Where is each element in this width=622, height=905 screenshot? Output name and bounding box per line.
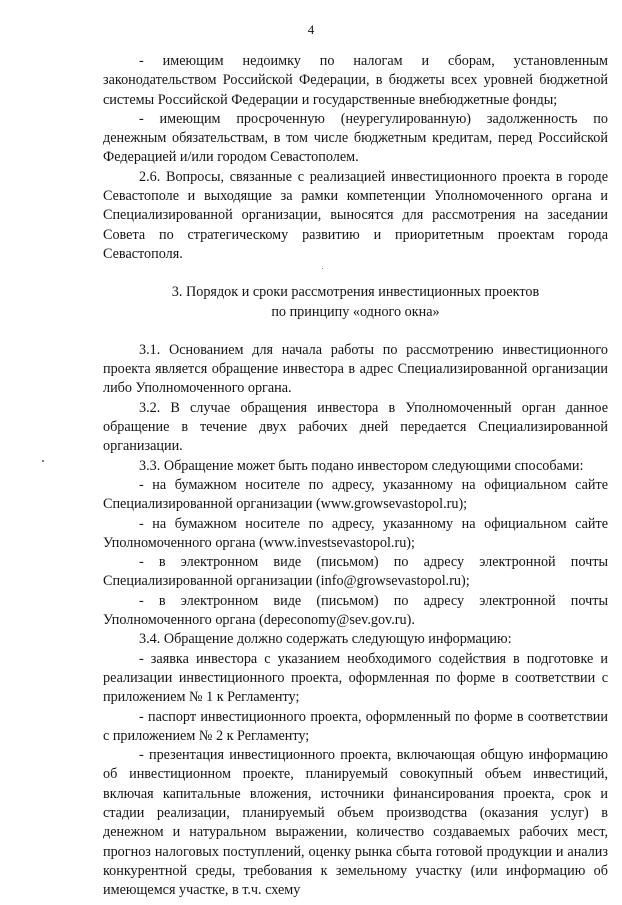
paragraph-tax-arrears: - имеющим недоимку по налогам и сборам, установленным законодательством Российской Федерации, в бюджеты всех уровней бюджетной системы Российской Федерации и государственные внебюджетные фонды; — [103, 53, 608, 108]
list-item-passport: - паспорт инвестиционного проекта, оформленный по форме в соответствии с приложением № 2 к Регламенту; — [103, 708, 608, 744]
paragraph-3-1: 3.1. Основанием для начала работы по рассмотрению инвестиционного проекта является обращение инвестора в адрес Специализированной организации либо Уполномоченного органа. — [103, 341, 608, 397]
list-item-presentation: - презентация инвестиционного проекта, включающая общую информацию об инвестиционном проекте, планируемый совокупный объем инвестиций, включая капитальные вложения, источники финансирования проекта, срок и стадии реализации, планируемый объем производства (оказания услуг) в денежном и натуральном выражении, количество создаваемых рабочих мест, прогноз налоговых поступлений, оценку рынка сбыта готовой продукции и анализ конкурентной среды, требования к земельному участку (или информацию об имеющемся участке, в т.ч. схему — [103, 747, 608, 899]
section-heading-line-1: 3. Порядок и сроки рассмотрения инвестиционных проектов — [171, 284, 540, 301]
paragraph-3-2: 3.2. В случае обращения инвестора в Уполномоченный орган данное обращение в течение двух рабочих дней передается Специализированной организации. — [103, 399, 608, 455]
list-item-paper-authorized: - на бумажном носителе по адресу, указанному на официальном сайте Уполномоченного органа (www.investsevastopol.ru); — [103, 515, 608, 551]
paragraph-3-4: 3.4. Обращение должно содержать следующую информацию: — [139, 631, 512, 648]
paragraph-3-3: 3.3. Обращение может быть подано инвестором следующими способами: — [139, 457, 584, 474]
list-item-email-specialized: - в электронном виде (письмом) по адресу электронной почты Специализированной организации (info@growsevastopol.ru); — [103, 554, 608, 590]
scan-speck — [322, 268, 323, 269]
paragraph-2-6: 2.6. Вопросы, связанные с реализацией инвестиционного проекта в городе Севастополе и выходящие за рамки компетенции Уполномоченного органа и Специализированной организации, выносятся для рассмотрения на заседании Совета по стратегическому развитию и приоритетным проектам города Севастополя. — [103, 168, 608, 262]
list-item-email-authorized: - в электронном виде (письмом) по адресу электронной почты Уполномоченного органа (depeconomy@sev.gov.ru). — [103, 592, 608, 629]
paragraph-overdue-debt: - имеющим просроченную (неурегулированную) задолженность по денежным обязательствам, в том числе бюджетным кредитам, перед Российской Федерацией и/или городом Севастополем. — [103, 110, 608, 166]
scan-speck — [42, 460, 44, 462]
section-heading — [103, 283, 608, 322]
document-body — [103, 52, 608, 900]
list-item-paper-specialized: - на бумажном носителе по адресу, указанному на официальном сайте Специализированной организации (www.growsevastopol.ru); — [103, 476, 608, 513]
section-heading-line-2: по принципу «одного окна» — [271, 303, 440, 320]
page-number: 4 — [307, 22, 315, 37]
list-item-application: - заявка инвестора с указанием необходимого содействия в подготовке и реализации инвестиционного проекта, оформленная по форме в соответствии с приложением № 1 к Регламенту; — [103, 650, 608, 706]
